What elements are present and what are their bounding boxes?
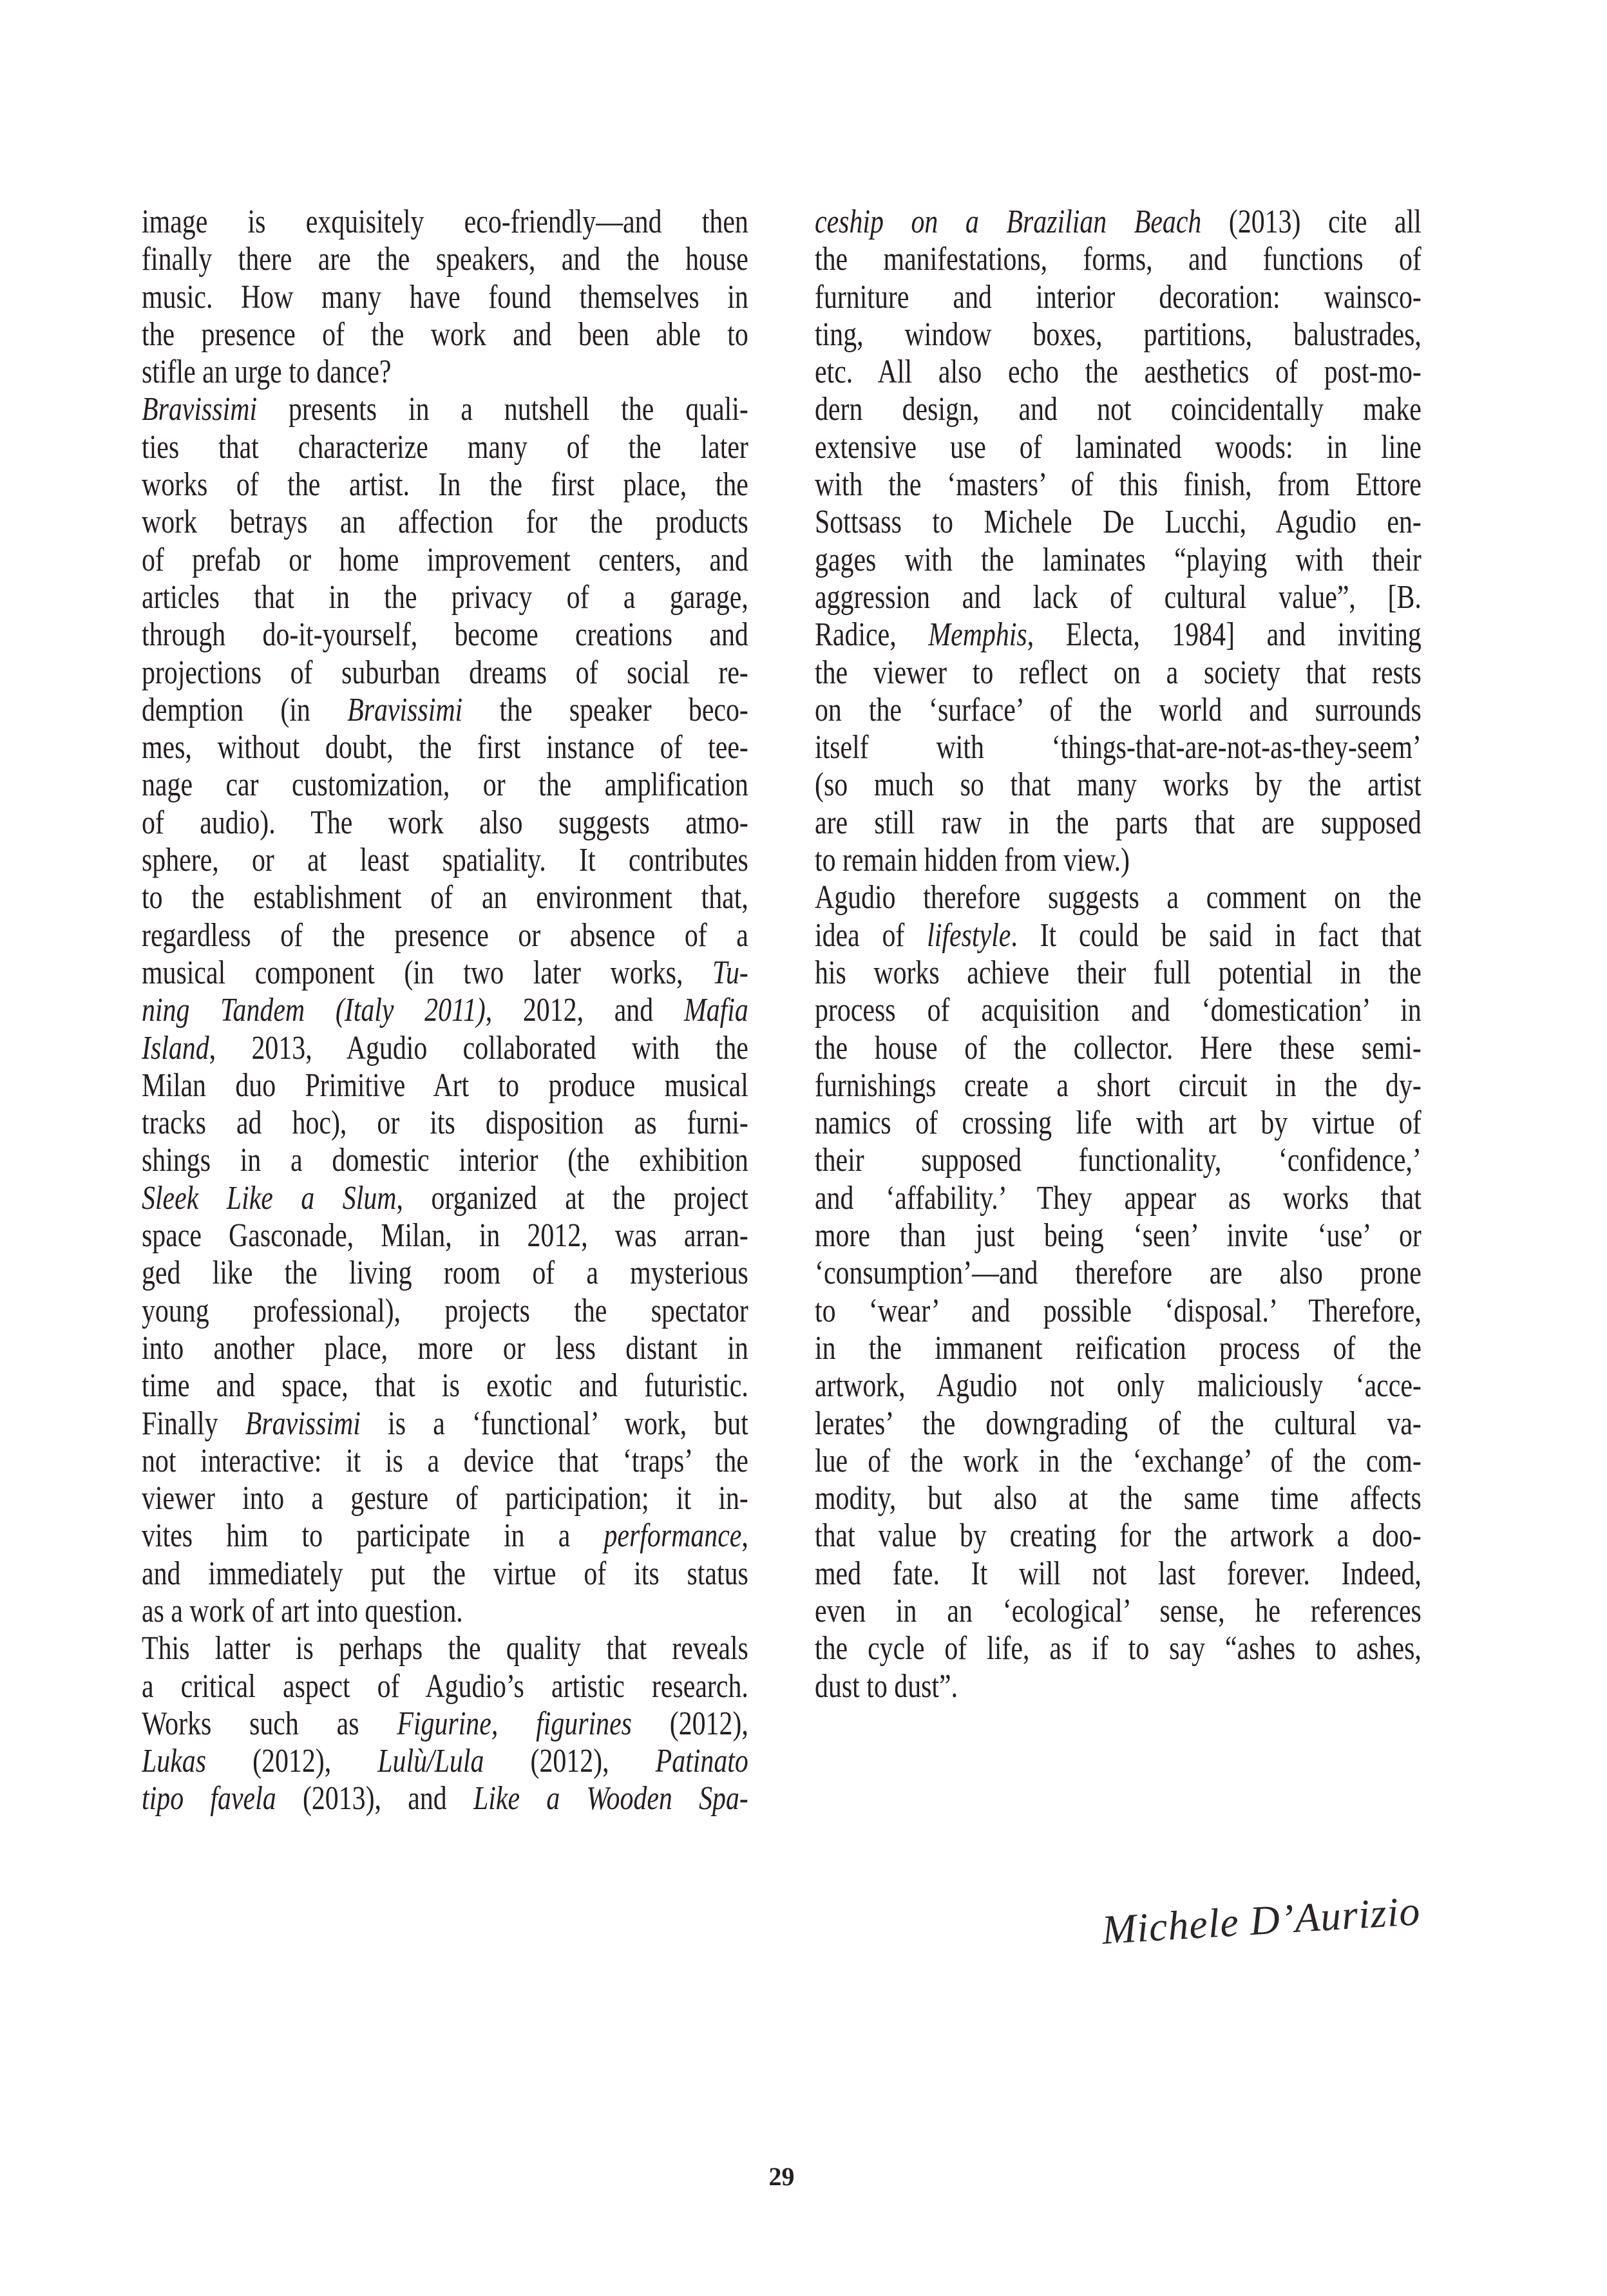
text-line: their supposed functionality, ‘confidence,’ xyxy=(815,1142,1422,1179)
text-line: the presence of the work and been able to xyxy=(142,316,748,353)
text-line: that value by creating for the artwork a doo- xyxy=(815,1517,1422,1555)
text-line: to the establishment of an environment that, xyxy=(142,879,748,916)
text-line: modity, but also at the same time affects xyxy=(815,1480,1422,1517)
text-line: of audio). The work also suggests atmo- xyxy=(142,804,748,841)
text-line: mes, without doubt, the first instance of tee- xyxy=(142,729,748,766)
text-line: as a work of art into question. xyxy=(142,1592,463,1629)
paragraph xyxy=(142,1630,748,1817)
text-line: finally there are the speakers, and the house xyxy=(142,241,748,278)
text-line: tracks ad hoc), or its disposition as furni- xyxy=(142,1105,748,1142)
text-line: space Gasconade, Milan, in 2012, was arran- xyxy=(142,1217,748,1255)
text-line: are still raw in the parts that are supposed xyxy=(815,804,1422,841)
text-line: gages with the laminates “playing with their xyxy=(815,541,1422,578)
text-line: ties that characterize many of the later xyxy=(142,428,748,466)
text-line: of prefab or home improvement centers, and xyxy=(142,541,748,578)
text-line: namics of crossing life with art by virtue of xyxy=(815,1105,1422,1142)
text-line: etc. All also echo the aesthetics of post-mo- xyxy=(815,354,1422,391)
text-line: through do-it-yourself, become creations and xyxy=(142,616,748,654)
text-line: the cycle of life, as if to say “ashes to ashes, xyxy=(815,1630,1422,1667)
paragraph xyxy=(142,204,748,391)
text-line: even in an ‘ecological’ sense, he references xyxy=(815,1592,1422,1629)
text-line: and ‘affability.’ They appear as works that xyxy=(815,1179,1422,1217)
text-line: viewer into a gesture of participation; it in- xyxy=(142,1480,748,1517)
text-line: the viewer to reflect on a society that rests xyxy=(815,654,1422,691)
text-line: young professional), projects the spectator xyxy=(142,1292,748,1329)
author-signature: Michele D’Aurizio xyxy=(1100,1888,1422,1953)
text-line: vites him to participate in a performance, xyxy=(142,1517,748,1555)
text-line: ged like the living room of a mysterious xyxy=(142,1255,748,1292)
text-line: Sleek Like a Slum, organized at the project xyxy=(142,1179,748,1217)
text-line: image is exquisitely eco-friendly—and then xyxy=(142,204,748,240)
text-line: nage car customization, or the amplification xyxy=(142,766,748,804)
text-line: Radice, Memphis, Electa, 1984] and inviting xyxy=(815,616,1422,654)
text-line: Lukas (2012), Lulù/Lula (2012), Patinato xyxy=(142,1743,748,1780)
text-line: tipo favela (2013), and Like a Wooden Spa- xyxy=(142,1780,748,1817)
text-line: not interactive: it is a device that ‘traps’ the xyxy=(142,1442,748,1479)
text-line: dern design, and not coincidentally make xyxy=(815,391,1422,428)
text-line: (so much so that many works by the artist xyxy=(815,766,1422,804)
page-number: 29 xyxy=(768,2162,795,2191)
text-line: and immediately put the virtue of its status xyxy=(142,1555,748,1592)
text-line: lue of the work in the ‘exchange’ of the com- xyxy=(815,1442,1422,1479)
text-line: musical component (in two later works, Tu- xyxy=(142,954,748,991)
text-line: Bravissimi presents in a nutshell the quali- xyxy=(142,391,748,428)
right-column xyxy=(815,204,1422,1705)
text-line: ceship on a Brazilian Beach (2013) cite all xyxy=(815,204,1422,240)
text-line: demption (in Bravissimi the speaker beco- xyxy=(142,691,748,728)
text-line: time and space, that is exotic and futuristic. xyxy=(142,1367,748,1405)
text-line: furniture and interior decoration: wainsco- xyxy=(815,278,1422,316)
text-line: music. How many have found themselves in xyxy=(142,278,748,316)
text-line: more than just being ‘seen’ invite ‘use’ or xyxy=(815,1217,1422,1255)
text-line: regardless of the presence or absence of a xyxy=(142,916,748,954)
text-line: a critical aspect of Agudio’s artistic research. xyxy=(142,1667,748,1705)
text-line: extensive use of laminated woods: in line xyxy=(815,428,1422,466)
text-line: process of acquisition and ‘domestication’ in xyxy=(815,992,1422,1029)
text-line: lerates’ the downgrading of the cultural va- xyxy=(815,1405,1422,1442)
text-line: on the ‘surface’ of the world and surrounds xyxy=(815,691,1422,728)
text-line: furnishings create a short circuit in the dy- xyxy=(815,1067,1422,1104)
text-line: idea of lifestyle. It could be said in fact that xyxy=(815,916,1422,954)
text-line: shings in a domestic interior (the exhibition xyxy=(142,1142,748,1179)
text-line: ning Tandem (Italy 2011), 2012, and Mafia xyxy=(142,992,748,1029)
paragraph xyxy=(815,879,1422,1705)
text-line: Milan duo Primitive Art to produce musical xyxy=(142,1067,748,1104)
text-line: artwork, Agudio not only maliciously ‘acce- xyxy=(815,1367,1422,1405)
text-line: articles that in the privacy of a garage, xyxy=(142,578,748,616)
text-line: This latter is perhaps the quality that reveals xyxy=(142,1630,748,1667)
left-column xyxy=(142,204,748,1818)
text-line: works of the artist. In the first place, the xyxy=(142,466,748,504)
text-line: to ‘wear’ and possible ‘disposal.’ Therefore, xyxy=(815,1292,1422,1329)
text-line: into another place, more or less distant in xyxy=(142,1329,748,1367)
text-line: the house of the collector. Here these semi- xyxy=(815,1029,1422,1067)
text-line: Sottsass to Michele De Lucchi, Agudio en- xyxy=(815,504,1422,541)
text-line: sphere, or at least spatiality. It contributes xyxy=(142,842,748,879)
text-line: projections of suburban dreams of social re- xyxy=(142,654,748,691)
text-line: Agudio therefore suggests a comment on the xyxy=(815,879,1422,916)
text-line: ting, window boxes, partitions, balustrades, xyxy=(815,316,1422,353)
text-line: stifle an urge to dance? xyxy=(142,354,392,391)
text-line: Finally Bravissimi is a ‘functional’ work, but xyxy=(142,1405,748,1442)
paragraph xyxy=(142,391,748,1630)
text-line: ‘consumption’—and therefore are also prone xyxy=(815,1255,1422,1292)
text-line: his works achieve their full potential in the xyxy=(815,954,1422,991)
text-line: work betrays an affection for the products xyxy=(142,504,748,541)
paragraph xyxy=(815,204,1422,879)
text-line: to remain hidden from view.) xyxy=(815,842,1130,879)
text-line: aggression and lack of cultural value”, [B. xyxy=(815,578,1422,616)
text-line: with the ‘masters’ of this finish, from Ettore xyxy=(815,466,1422,504)
text-line: dust to dust”. xyxy=(815,1667,958,1705)
text-line: the manifestations, forms, and functions of xyxy=(815,241,1422,278)
text-line: itself with ‘things-that-are-not-as-they-seem’ xyxy=(815,729,1422,766)
text-line: Island, 2013, Agudio collaborated with the xyxy=(142,1029,748,1067)
text-line: med fate. It will not last forever. Indeed, xyxy=(815,1555,1422,1592)
text-line: in the immanent reification process of the xyxy=(815,1329,1422,1367)
text-line: Works such as Figurine, figurines (2012), xyxy=(142,1705,748,1742)
